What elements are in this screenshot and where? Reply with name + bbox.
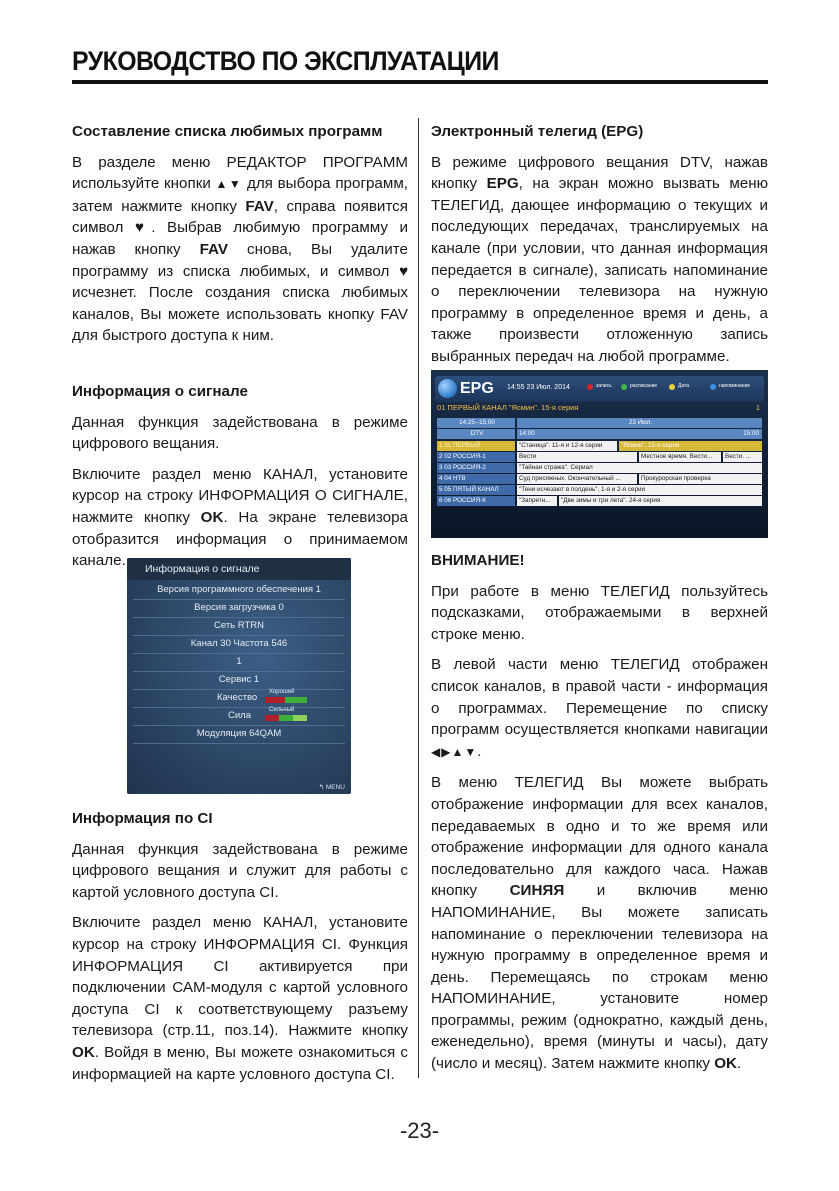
epg-channel-name: 1 01 ПЕРВЫЙ — [437, 441, 515, 451]
epg-logo: EPG — [460, 380, 494, 397]
epg-schedule-hint: расписание — [621, 382, 657, 391]
epg-key: EPG — [486, 175, 519, 193]
epg-program: "Станица". 11-я и 12-я серии — [517, 441, 617, 451]
modulation-row: Модуляция 64QAM — [196, 728, 282, 739]
signal-row: Версия загрузчика 0 — [194, 602, 284, 613]
epg-program: "Две зимы и три лета". 24-я серия — [559, 496, 762, 506]
heart-icon: ♥ — [134, 219, 152, 237]
ci-paragraph-2: Включите раздел меню КАНАЛ, установите курсор на строку ИНФОРМАЦИЯ CI. Функция ИНФОРМАЦИЯ CI активируется при подключении САМ-модуля с картой условного доступа CI к соответствующему разъему телевизора (стр.11, поз.14). Нажмите кнопку OK. Войдя в меню, Вы можете ознакомиться с информацией на карте условного доступа CI. — [72, 914, 408, 1083]
epg-program: "Ясмин". 15-я серия — [619, 441, 762, 451]
strength-bar-red — [265, 715, 279, 721]
signal-heading: Информация о сигнале — [72, 382, 248, 400]
epg-channel-row[interactable] — [435, 452, 764, 462]
epg-program: "Тайная стража". Сериал — [517, 463, 762, 473]
epg-channel-name: 4 04 НТВ — [437, 474, 515, 484]
fav-heading: Составление списка любимых программ — [72, 123, 383, 140]
signal-screen-title: Информация о сигнале — [127, 558, 351, 580]
attention-paragraph-1: При работе в меню ТЕЛЕГИД пользуйтесь подсказками, отображаемыми в верхней строке меню. — [431, 582, 768, 643]
epg-channel-row[interactable] — [435, 463, 764, 473]
signal-paragraph-1: Данная функция задействована в режиме цифрового вещания. — [72, 413, 408, 453]
epg-program: "Тени исчезают в полдень". 1-я и 2-я серии — [517, 485, 762, 495]
page-number: -23- — [399, 1118, 440, 1143]
epg-paragraph: В режиме цифрового вещания DTV, нажав кнопку EPG, на экран можно вызвать меню ТЕЛЕГИД, дающее информацию о текущих и последующих передачах, транслируемых на канале (при условии, что данная информация передается в сигнале), записать напоминание о переключении телевизора на нужную программу в определенное время и день, а также произвести отложенную запись выбранных передач на любой программе. — [431, 153, 768, 365]
epg-program: Вести. ... — [723, 452, 762, 462]
column-divider — [418, 118, 419, 1078]
fav-paragraph: В разделе меню РЕДАКТОР ПРОГРАММ используйте кнопки ▲▼ для выбора программ, затем нажмите кнопку FAV, справа появится символ ♥. Выбрав любимую программу и нажав кнопку FAV снова, Вы удалите программу из списка любимых, и символ ♥ исчезнет. После создания списка любимых каналов, Вы можете использовать кнопку FAV для быстрого доступа к ним. — [72, 153, 409, 345]
epg-now-number: 1 — [755, 403, 760, 412]
epg-channel-row[interactable] — [435, 485, 764, 495]
epg-time-range: 14:25--15:00 — [437, 418, 515, 428]
epg-channel-name: 5 05 ПЯТЫЙ КАНАЛ — [437, 485, 515, 495]
attention-paragraph-3: В меню ТЕЛЕГИД Вы можете выбрать отображение информации для всех каналов, передаваемых в одно и то же время или отображение информации для одного канала последовательно для каждого часа. Нажав кнопку СИНЯЯ и включив меню НАПОМИНАНИЕ, Вы можете записать напоминание о переключении телевизора на нужную программу в определенное время и день. Перемещаясь по строкам меню НАПОМИНАНИЕ, установите номер программы, режим (однократно, каждый день, еженедельно), время (минуты и часы), дату (число и месяц). Затем нажмите кнопку OK. — [431, 774, 768, 1073]
signal-row: Канал 30 Частота 546 — [190, 638, 288, 649]
epg-datetime: 14:55 23 Июл. 2014 — [507, 384, 570, 391]
epg-channel-name: 2 02 РОССИЯ-1 — [437, 452, 515, 462]
left-column — [72, 121, 408, 572]
right-column-attention — [431, 550, 768, 1075]
epg-logo-icon — [438, 379, 457, 398]
ok-key: OK — [72, 1043, 95, 1061]
epg-channel-name: 3 03 РОССИЯ-2 — [437, 463, 515, 473]
ci-paragraph-1: Данная функция задействована в режиме цифрового вещания и служит для работы с картой условного доступа CI. — [72, 840, 408, 901]
epg-program: Местное время. Вести... — [639, 452, 721, 462]
epg-date: 23 Июл. — [517, 418, 762, 428]
attention-heading: ВНИМАНИЕ! — [431, 552, 525, 569]
ci-heading: Информация по CI — [72, 810, 213, 827]
fav-key: FAV — [199, 240, 229, 258]
strength-bar-green — [279, 715, 293, 721]
epg-channel-row[interactable] — [435, 474, 764, 484]
signal-row: Версия программного обеспечения 1 — [157, 584, 321, 595]
ok-key: OK — [200, 508, 224, 526]
epg-now-playing: 01 ПЕРВЫЙ КАНАЛ "Ясмин". 15-я серия 1 — [437, 403, 760, 412]
epg-channel-row[interactable] — [435, 496, 764, 506]
right-column — [431, 121, 768, 368]
navigation-arrows-icon: ◀▶▲▼ — [431, 744, 478, 759]
menu-return-hint: ↰ MENU — [318, 784, 345, 791]
quality-tag: Хороший — [269, 689, 295, 695]
quality-label: Качество — [217, 692, 258, 703]
epg-reminder-hint: напоминание — [710, 382, 750, 391]
signal-paragraph-2: Включите раздел меню КАНАЛ, установите курсор на строку ИНФОРМАЦИЯ О СИГНАЛЕ, нажмите кнопку OK. На экране телевизора отобразится информация о принимаемом канале. — [72, 465, 408, 570]
strength-tag: Сильный — [269, 707, 295, 713]
fav-key: FAV — [245, 197, 274, 215]
epg-program: Вести — [517, 452, 637, 462]
epg-record-hint: запись — [587, 382, 612, 391]
quality-bar-red — [265, 697, 285, 703]
epg-program: Прокурорская проверка — [639, 474, 762, 484]
quality-bar-green — [285, 697, 307, 703]
page-title: РУКОВОДСТВО ПО ЭКСПЛУАТАЦИИ — [72, 46, 499, 76]
epg-time-start: 14:00 — [517, 429, 762, 439]
title-rule — [72, 80, 768, 84]
heart-icon: ♥ — [398, 262, 408, 280]
epg-date-hint: Дата — [669, 382, 689, 391]
epg-dtv-label: DTV — [437, 429, 515, 439]
epg-program: "Запретн... — [517, 496, 557, 506]
left-column-ci — [72, 808, 408, 1085]
epg-screen — [431, 370, 768, 538]
strength-label: Сила — [228, 710, 251, 721]
epg-channel-row[interactable] — [435, 441, 764, 451]
epg-channel-name: 6 06 РОССИЯ-К — [437, 496, 515, 506]
epg-time-end: 15:00 — [743, 430, 759, 437]
epg-heading: Электронный телегид (EPG) — [431, 123, 644, 140]
signal-row: 1 — [236, 656, 242, 667]
blue-key: СИНЯЯ — [509, 882, 565, 900]
signal-info-screen — [127, 558, 351, 794]
ok-key: OK — [714, 1055, 738, 1073]
signal-row: Сервис 1 — [218, 674, 260, 685]
attention-paragraph-2: В левой части меню ТЕЛЕГИД отображен список каналов, в правой части - информация о программах. Перемещение по списку программ осуществляется кнопками навигации ◀▶▲▼. — [431, 656, 768, 760]
signal-row: Сеть RTRN — [214, 620, 264, 631]
epg-program: Суд присяжных. Окончательный ... — [517, 474, 637, 484]
up-down-arrows-icon: ▲▼ — [215, 177, 243, 192]
strength-bar-lightgreen — [293, 715, 307, 721]
